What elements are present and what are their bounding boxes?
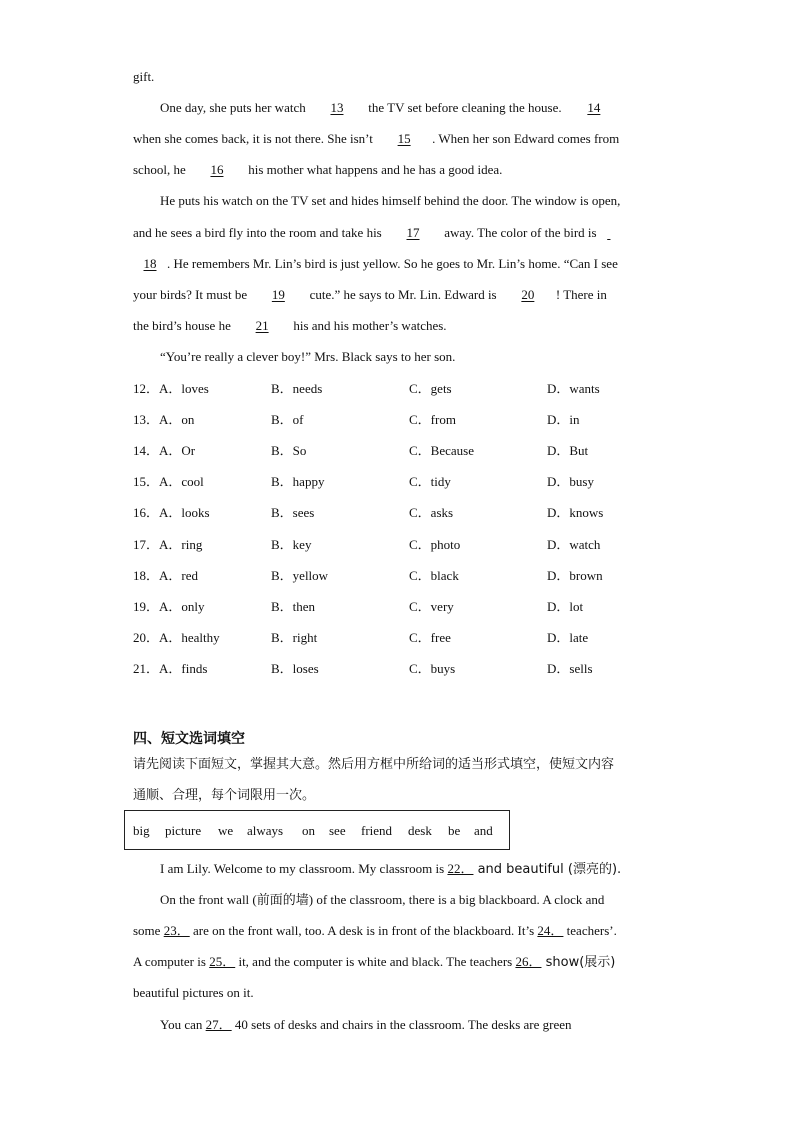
option-b[interactable]: B．loses [271, 661, 319, 676]
passage-line: “You’re really a clever boy!” Mrs. Black says to her son. [160, 349, 456, 364]
question-number: 19． [133, 599, 160, 614]
blank-26[interactable]: 26． [515, 954, 542, 969]
question-number: 16． [133, 505, 160, 520]
option-a[interactable]: A．ring [159, 537, 203, 552]
question-number: 13． [133, 412, 160, 427]
blank-19[interactable]: 19 [271, 287, 285, 302]
passage-line: beautiful pictures on it. [133, 985, 254, 1000]
word-item: be [448, 823, 461, 838]
passage-line: He puts his watch on the TV set and hides himself behind the door. The window is open, [160, 193, 621, 208]
question-number: 21． [133, 661, 160, 676]
option-c[interactable]: C．tidy [409, 474, 451, 489]
passage-line: school, he 16 his mother what happens and he has a good idea. [133, 162, 503, 177]
word-box [124, 810, 510, 850]
blank-16[interactable]: 16 [210, 162, 224, 177]
blank-13[interactable]: 13 [330, 100, 344, 115]
passage-line: On the front wall (前面的墙) of the classroom, there is a big blackboard. A clock and [160, 892, 605, 907]
option-b[interactable]: B．key [271, 537, 312, 552]
option-b[interactable]: B．happy [271, 474, 325, 489]
option-c[interactable]: C．buys [409, 661, 456, 676]
word-item: we [218, 823, 234, 838]
blank-20[interactable]: 20 [521, 287, 535, 302]
word-item: and [474, 823, 493, 838]
instruction-line: 通顺、合理，每个词限用一次。 [133, 788, 316, 803]
option-c[interactable]: C．black [409, 568, 459, 583]
word-item: big [133, 823, 150, 838]
option-d[interactable]: D．brown [547, 568, 603, 583]
blank-15[interactable]: 15 [397, 131, 411, 146]
option-d[interactable]: D．But [547, 443, 589, 458]
option-c[interactable]: C．free [409, 630, 451, 645]
option-a[interactable]: A．finds [159, 661, 208, 676]
blank-18-start [600, 224, 618, 242]
section-heading: 四、短文选词填空 [133, 731, 245, 747]
option-d[interactable]: D．in [547, 412, 580, 427]
passage-line: some 23． are on the front wall, too. A desk is in front of the blackboard. It’s 24． teachers’. [133, 923, 617, 938]
option-b[interactable]: B．So [271, 443, 307, 458]
word-item: picture [165, 823, 202, 838]
passage-line: 18 . He remembers Mr. Lin’s bird is just yellow. So he goes to Mr. Lin’s home. “Can I see [133, 255, 618, 273]
blank-22[interactable]: 22． [447, 861, 474, 876]
passage-line: gift. [133, 69, 155, 84]
passage-line: I am Lily. Welcome to my classroom. My classroom is 22． and beautiful (漂亮的). [160, 861, 622, 877]
option-b[interactable]: B．yellow [271, 568, 329, 583]
word-item: see [329, 823, 346, 838]
passage-line: the bird’s house he 21 his and his mother’s watches. [133, 318, 447, 333]
word-item: friend [361, 823, 393, 838]
option-b[interactable]: B．of [271, 412, 304, 427]
option-d[interactable]: D．late [547, 630, 589, 645]
option-a[interactable]: A．red [159, 568, 198, 583]
option-d[interactable]: D．watch [547, 537, 601, 552]
question-number: 14． [133, 443, 160, 458]
option-c[interactable]: C．gets [409, 381, 452, 396]
option-a[interactable]: A．loves [159, 381, 209, 396]
blank-17[interactable]: 17 [406, 225, 420, 240]
blank-21[interactable]: 21 [255, 318, 269, 333]
option-d[interactable]: D．knows [547, 505, 604, 520]
option-c[interactable]: C．asks [409, 505, 454, 520]
blank-23[interactable]: 23． [163, 923, 190, 938]
passage-line: One day, she puts her watch 13 the TV set before cleaning the house. 14 [160, 99, 623, 117]
option-b[interactable]: B．right [271, 630, 318, 645]
option-a[interactable]: A．cool [159, 474, 204, 489]
word-item: always [247, 823, 284, 838]
option-d[interactable]: D．lot [547, 599, 584, 614]
option-d[interactable]: D．busy [547, 474, 594, 489]
instruction-line: 请先阅读下面短文，掌握其大意。然后用方框中所给词的适当形式填空，使短文内容 [133, 757, 615, 772]
option-b[interactable]: B．sees [271, 505, 315, 520]
word-item: desk [408, 823, 432, 838]
question-number: 17． [133, 537, 160, 552]
word-item: on [302, 823, 315, 838]
question-number: 12． [133, 381, 160, 396]
passage-line: when she comes back, it is not there. She isn’t 15 . When her son Edward comes from [133, 131, 620, 146]
passage-line: A computer is 25． it, and the computer is white and black. The teachers 26． show(展示) [133, 954, 616, 970]
passage-line: You can 27． 40 sets of desks and chairs in the classroom. The desks are green [160, 1017, 572, 1032]
blank-24[interactable]: 24． [537, 923, 564, 938]
option-a[interactable]: A．on [159, 412, 195, 427]
question-number: 15． [133, 474, 160, 489]
option-a[interactable]: A．healthy [159, 630, 220, 645]
blank-14[interactable]: 14 [587, 100, 601, 115]
option-c[interactable]: C．very [409, 599, 454, 614]
option-c[interactable]: C．photo [409, 537, 461, 552]
blank-18[interactable]: 18 [143, 256, 157, 271]
option-c[interactable]: C．from [409, 412, 456, 427]
question-number: 20． [133, 630, 160, 645]
blank-25[interactable]: 25． [209, 954, 236, 969]
blank-27[interactable]: 27． [205, 1017, 232, 1032]
passage-line: your birds? It must be 19 cute.” he says to Mr. Lin. Edward is 20 ! There in [133, 287, 607, 302]
option-a[interactable]: A．looks [159, 505, 210, 520]
option-a[interactable]: A．Or [159, 443, 196, 458]
passage-line: and he sees a bird fly into the room and take his 17 away. The color of the bird is [133, 224, 618, 242]
option-b[interactable]: B．then [271, 599, 316, 614]
option-a[interactable]: A．only [159, 599, 205, 614]
option-b[interactable]: B．needs [271, 381, 323, 396]
option-c[interactable]: C．Because [409, 443, 474, 458]
option-d[interactable]: D．sells [547, 661, 593, 676]
option-d[interactable]: D．wants [547, 381, 600, 396]
question-number: 18． [133, 568, 160, 583]
